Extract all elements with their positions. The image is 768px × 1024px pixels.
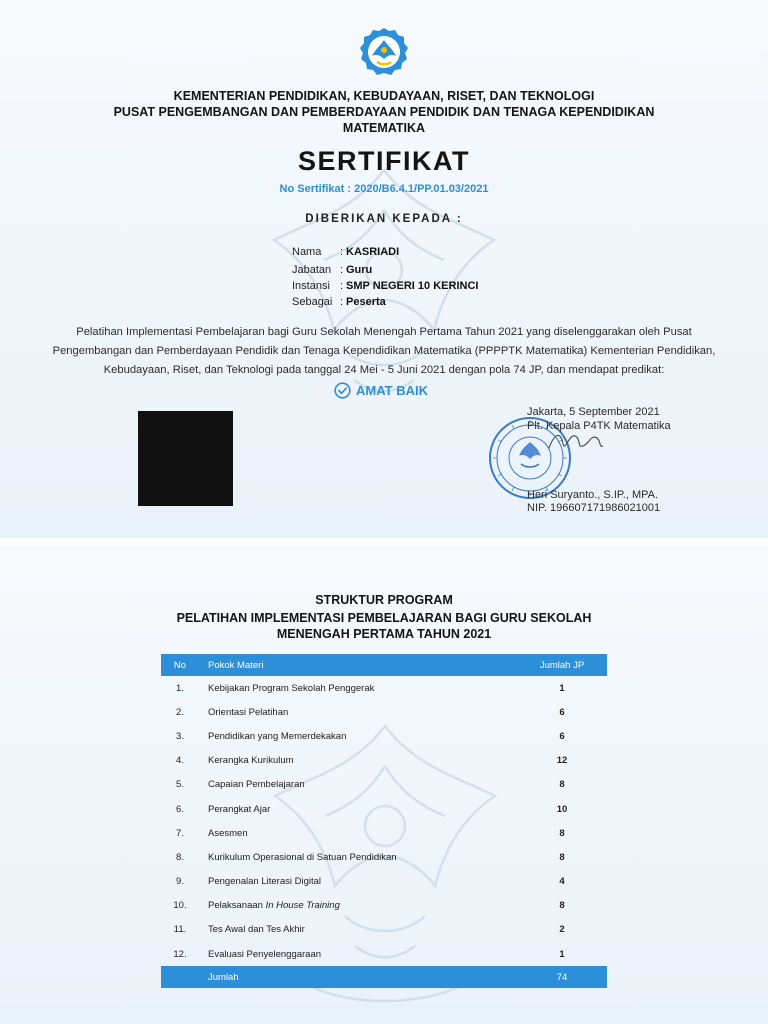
row-jp: 12 <box>556 755 568 767</box>
row-number: 11. <box>173 924 187 936</box>
check-circle-icon <box>334 382 351 399</box>
row-number: 1. <box>176 682 184 694</box>
table-row <box>161 942 607 966</box>
ministry-heading <box>0 88 768 136</box>
row-material <box>199 821 517 845</box>
row-material-text: Kebijakan Program Sekolah Penggerak <box>208 682 375 694</box>
recipient-institution-value: SMP NEGERI 10 KERINCI <box>346 280 479 292</box>
row-material <box>199 845 517 869</box>
row-jp: 8 <box>559 779 565 791</box>
signature-nip: NIP. 196607171986021001 <box>527 502 661 514</box>
row-jp: 6 <box>559 706 565 718</box>
ministry-line-3: MATEMATIKA <box>342 121 426 135</box>
row-number: 10. <box>173 900 187 912</box>
row-jp: 8 <box>559 827 565 839</box>
given-to-label: DIBERIKAN KEPADA : <box>305 213 463 225</box>
row-material <box>199 870 517 894</box>
row-material-text: Tes Awal dan Tes Akhir <box>208 924 305 936</box>
program-table <box>161 654 607 988</box>
certificate-number: No Sertifikat : 2020/B6.4.1/PP.01.03/2021 <box>279 183 489 195</box>
row-number: 2. <box>176 706 184 718</box>
row-material <box>199 724 517 748</box>
program-table-header <box>161 654 607 676</box>
row-material-text: Capaian Pembelajaran <box>208 779 305 791</box>
total-label: Jumlah <box>199 966 517 988</box>
row-material <box>199 676 517 700</box>
row-material-text: Orientasi Pelatihan <box>208 706 289 718</box>
table-row <box>161 724 607 748</box>
row-number: 9. <box>176 876 184 888</box>
row-number: 7. <box>176 827 184 839</box>
table-row <box>161 676 607 700</box>
row-jp: 1 <box>559 682 565 694</box>
row-jp: 8 <box>559 851 565 863</box>
table-row <box>161 870 607 894</box>
page-separator <box>0 538 768 546</box>
row-material-italic: In House Training <box>265 900 340 912</box>
signature-scribble-icon <box>545 426 605 456</box>
col-header-jp: Jumlah JP <box>517 654 607 676</box>
row-material-text: Kurikulum Operasional di Satuan Pendidikan <box>208 851 397 863</box>
row-number: 12. <box>173 948 187 960</box>
row-number: 6. <box>176 803 184 815</box>
table-row <box>161 773 607 797</box>
predicate-badge <box>334 380 428 400</box>
row-material <box>199 749 517 773</box>
row-material-text: Pelaksanaan <box>208 900 263 912</box>
col-header-material: Pokok Materi <box>199 654 517 676</box>
table-row <box>161 700 607 724</box>
row-material-text: Perangkat Ajar <box>208 803 271 815</box>
recipient-name-label: Nama <box>292 246 322 258</box>
table-row <box>161 894 607 918</box>
row-material-text: Kerangka Kurikulum <box>208 755 294 767</box>
program-total-row <box>161 966 607 988</box>
table-row <box>161 797 607 821</box>
recipient-institution-row: Instansi : SMP NEGERI 10 KERINCI <box>292 280 479 292</box>
certificate-title: SERTIFIKAT <box>298 146 470 176</box>
recipient-position-label: Jabatan <box>292 264 332 276</box>
recipient-name-value: KASRIADI <box>346 246 400 258</box>
total-value: 74 <box>517 966 607 988</box>
row-jp: 8 <box>559 900 565 912</box>
row-material <box>199 700 517 724</box>
row-number: 3. <box>176 730 184 742</box>
recipient-role-label: Sebagai <box>292 296 333 308</box>
ministry-line-2: PUSAT PENGEMBANGAN DAN PEMBERDAYAAN PENDIDIK DAN TENAGA KEPENDIDIKAN <box>113 105 655 119</box>
row-material <box>199 797 517 821</box>
row-material-text: Evaluasi Penyelenggaraan <box>208 948 322 960</box>
row-material <box>199 894 517 918</box>
row-jp: 6 <box>559 730 565 742</box>
program-table-body <box>161 676 607 966</box>
tut-wuri-handayani-logo <box>358 26 410 78</box>
program-heading-1: STRUKTUR PROGRAM <box>315 593 453 607</box>
row-material-text: Asesmen <box>208 827 248 839</box>
qr-code[interactable] <box>138 411 233 506</box>
row-number: 5. <box>176 779 184 791</box>
certificate-body-text: Pelatihan Implementasi Pembelajaran bagi Guru Sekolah Menengah Pertama Tahun 2021 yang diselenggarakan oleh Pusat Pengembangan dan Pemberdayaan Pendidik dan Tenaga Kependidikan Matematika (PPPPTK Matematika) Kementerian Pendidikan, Kebudayaan, Riset, dan Teknologi pada tanggal 24 Mei - 5 Juni 2021 dengan pola 74 JP, dan mendapat predikat: <box>52 326 716 376</box>
row-material-text: Pendidikan yang Memerdekakan <box>208 730 347 742</box>
row-material <box>199 773 517 797</box>
row-material-text: Pengenalan Literasi Digital <box>208 876 322 888</box>
signature-position: Plt. Kepala P4TK Matematika <box>527 420 671 432</box>
row-jp: 10 <box>556 803 568 815</box>
ministry-line-1: KEMENTERIAN PENDIDIKAN, KEBUDAYAAN, RISET, DAN TEKNOLOGI <box>173 89 595 103</box>
predicate-text: AMAT BAIK <box>356 382 428 398</box>
row-number: 4. <box>176 755 184 767</box>
row-jp: 1 <box>559 948 565 960</box>
recipient-name-row: Nama : KASRIADI <box>292 246 400 258</box>
row-material <box>199 942 517 966</box>
recipient-role-row: Sebagai : Peserta <box>292 296 386 308</box>
signature-name: Heri Suryanto., S.IP., MPA. <box>527 489 659 501</box>
program-heading-2: PELATIHAN IMPLEMENTASI PEMBELAJARAN BAGI GURU SEKOLAH <box>176 611 592 625</box>
table-row <box>161 749 607 773</box>
row-number: 8. <box>176 851 184 863</box>
program-heading-3: MENENGAH PERTAMA TAHUN 2021 <box>276 627 492 641</box>
recipient-position-value: Guru <box>346 264 373 276</box>
row-material <box>199 918 517 942</box>
recipient-role-value: Peserta <box>346 296 386 308</box>
row-jp: 4 <box>559 876 565 888</box>
row-jp: 2 <box>559 924 565 936</box>
signature-place-date: Jakarta, 5 September 2021 <box>527 406 660 418</box>
table-row <box>161 821 607 845</box>
table-row <box>161 918 607 942</box>
col-header-no: No <box>161 654 199 676</box>
table-row <box>161 845 607 869</box>
recipient-position-row: Jabatan : Guru <box>292 264 373 276</box>
recipient-institution-label: Instansi <box>292 280 330 292</box>
